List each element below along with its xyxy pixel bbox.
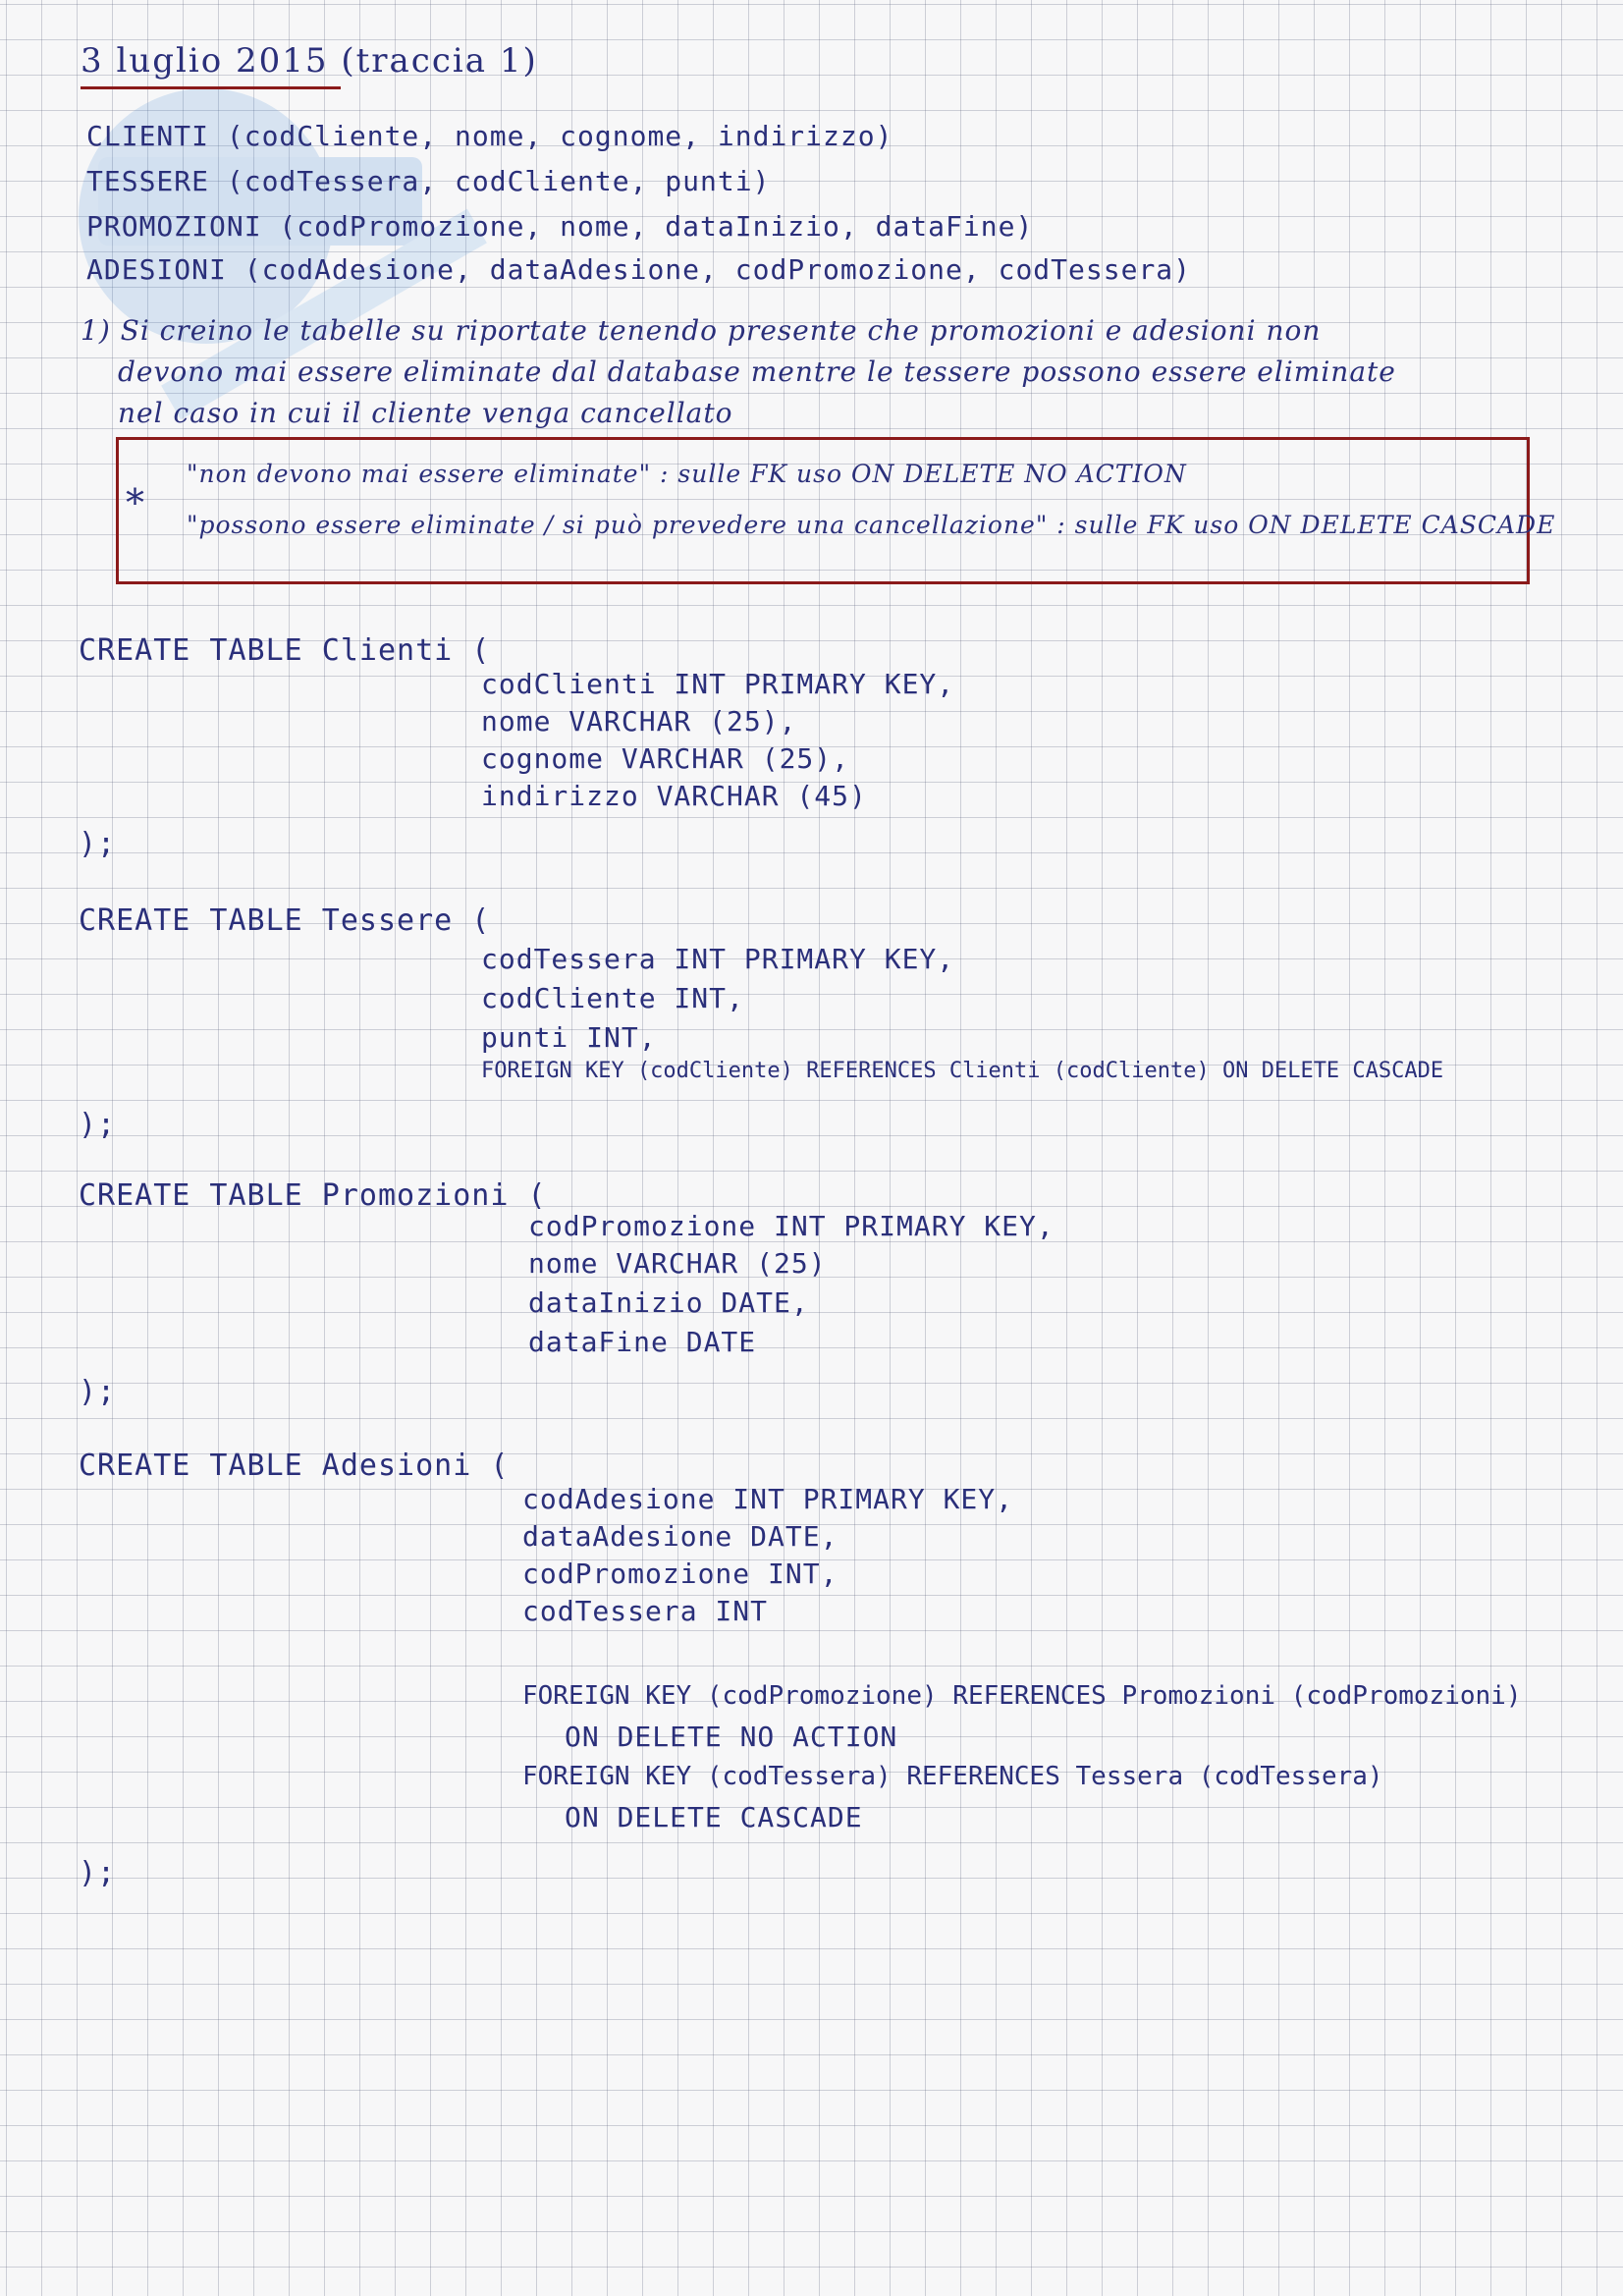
tessere-def-1: codTessera INT PRIMARY KEY, [481, 943, 955, 975]
promozioni-def-2: nome VARCHAR (25) [528, 1247, 827, 1280]
adesioni-def-4: codTessera INT [522, 1595, 769, 1627]
schema-tessere: TESSERE (codTessera, codCliente, punti) [86, 165, 771, 197]
adesioni-fk-2-action: ON DELETE CASCADE [565, 1801, 863, 1833]
requirement-line-2: devono mai essere eliminate dal database mentre le tessere possono essere eliminate [118, 355, 1396, 388]
promozioni-def-3: dataInizio DATE, [528, 1286, 809, 1319]
promozioni-def-1: codPromozione INT PRIMARY KEY, [528, 1210, 1055, 1242]
clienti-def-1: codClienti INT PRIMARY KEY, [481, 668, 955, 700]
title-underline [81, 86, 341, 89]
note-star: * [126, 481, 144, 524]
adesioni-def-2: dataAdesione DATE, [522, 1520, 839, 1553]
adesioni-fk-1: FOREIGN KEY (codPromozione) REFERENCES Promozioni (codPromozioni) [522, 1681, 1522, 1711]
schema-adesioni: ADESIONI (codAdesione, dataAdesione, codPromozione, codTessera) [86, 253, 1192, 286]
create-adesioni: CREATE TABLE Adesioni ( [79, 1449, 510, 1483]
close-tessere: ); [79, 1108, 117, 1142]
create-promozioni: CREATE TABLE Promozioni ( [79, 1178, 547, 1213]
note-line-2: "possono essere eliminate / si può prevedere una cancellazione" : sulle FK uso ON DELETE CASCADE [187, 511, 1556, 539]
requirement-line-1: 1) Si creino le tabelle su riportate tenendo presente che promozioni e adesioni non [81, 314, 1322, 347]
adesioni-fk-1-action: ON DELETE NO ACTION [565, 1721, 898, 1753]
close-promozioni: ); [79, 1375, 117, 1409]
tessere-def-3: punti INT, [481, 1021, 657, 1054]
clienti-def-4: indirizzo VARCHAR (45) [481, 780, 867, 812]
tessere-def-2: codCliente INT, [481, 982, 744, 1014]
create-tessere: CREATE TABLE Tessere ( [79, 903, 491, 938]
schema-promozioni: PROMOZIONI (codPromozione, nome, dataInizio, dataFine) [86, 210, 1034, 243]
requirement-line-3: nel caso in cui il cliente venga cancellato [118, 397, 733, 429]
create-clienti: CREATE TABLE Clienti ( [79, 633, 491, 668]
page-title: 3 luglio 2015 (traccia 1) [81, 41, 538, 81]
adesioni-def-1: codAdesione INT PRIMARY KEY, [522, 1483, 1014, 1515]
schema-clienti: CLIENTI (codCliente, nome, cognome, indirizzo) [86, 120, 893, 152]
promozioni-def-4: dataFine DATE [528, 1326, 757, 1358]
tessere-def-4: FOREIGN KEY (codCliente) REFERENCES Clienti (codCliente) ON DELETE CASCADE [481, 1059, 1444, 1083]
clienti-def-2: nome VARCHAR (25), [481, 705, 797, 738]
close-adesioni: ); [79, 1856, 117, 1890]
clienti-def-3: cognome VARCHAR (25), [481, 742, 850, 775]
adesioni-def-3: codPromozione INT, [522, 1558, 839, 1590]
adesioni-fk-2: FOREIGN KEY (codTessera) REFERENCES Tessera (codTessera) [522, 1762, 1383, 1791]
close-clienti: ); [79, 827, 117, 861]
note-line-1: "non devono mai essere eliminate" : sulle FK uso ON DELETE NO ACTION [187, 460, 1187, 488]
